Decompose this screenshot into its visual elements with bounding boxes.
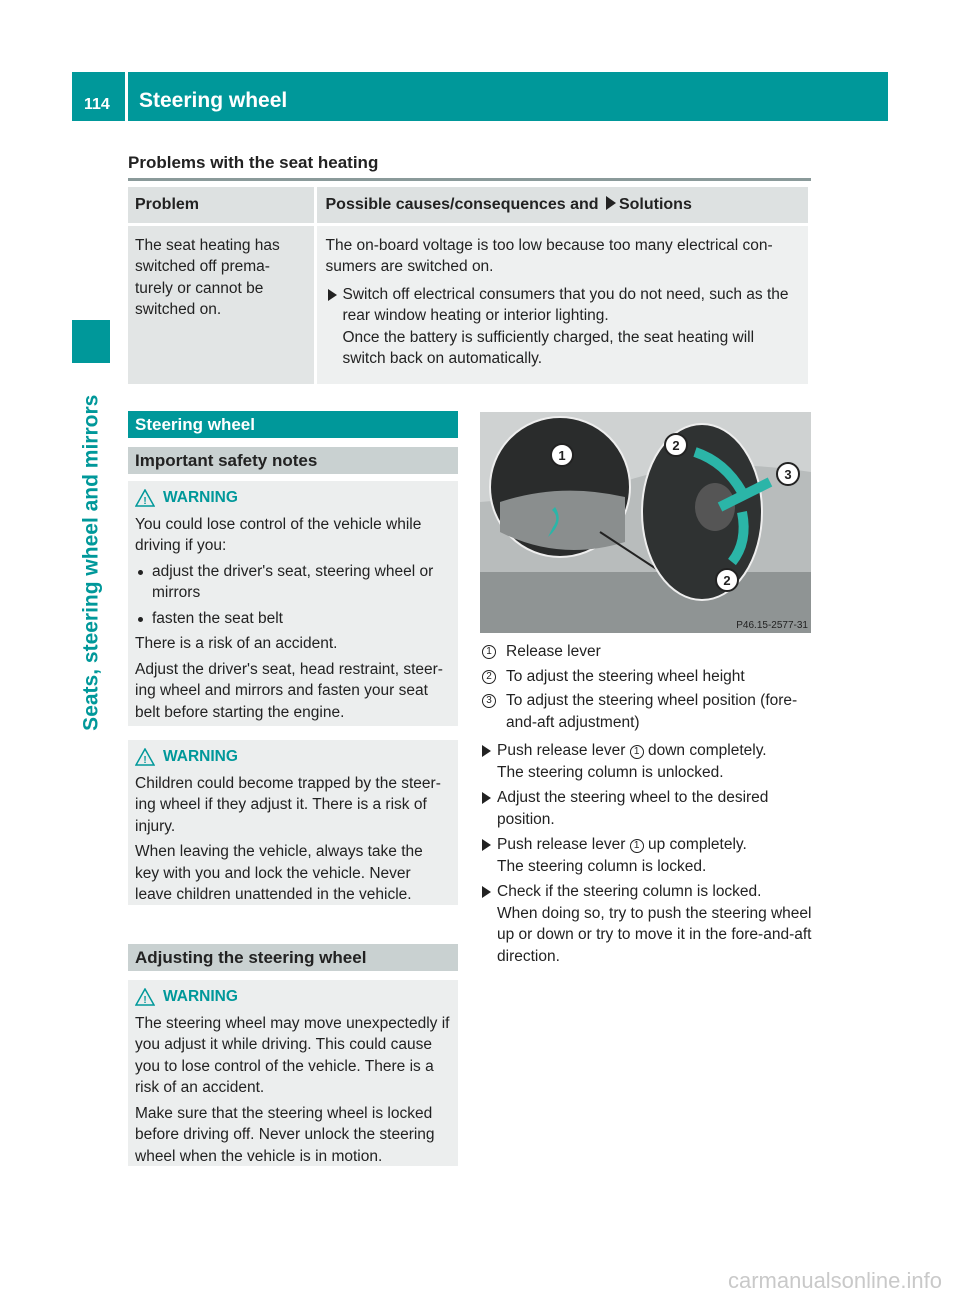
step-text: Adjust the steering wheel to the desired position. [497,789,769,828]
problems-table [128,187,811,384]
step-result: The steering column is locked. [497,857,707,875]
side-tab-marker [72,320,110,363]
steering-wheel-figure [480,412,811,633]
warning-box-3 [128,980,458,1166]
warning-icon [135,988,155,1006]
solution-cell [315,224,810,384]
warning-text: Children could become trapped by the steer-ing wheel if they adjust it. There is a risk of injury. [135,774,441,835]
number-icon: 1 [630,839,644,853]
side-tab-label: Seats, steering wheel and mirrors [79,394,103,731]
warning-label: WARNING [163,988,238,1005]
legend-text: Release lever [506,643,601,660]
col-causes [315,187,810,224]
warning-action: Adjust the driver's seat, head restraint, steer-ing wheel and mirrors and fasten your seat belt before starting the engine. [135,660,443,721]
callout-2-label: 2 [672,438,680,453]
solution-step [326,284,802,370]
svg-text:!: ! [143,754,147,766]
chapter-title: Steering wheel [128,72,888,121]
step [480,834,815,877]
col-causes-label: Possible causes/consequences and [325,196,599,213]
warning-action: When leaving the vehicle, always take the key with you and lock the vehicle. Never leave children unattended in the vehicle. [135,843,423,903]
warning-action: Make sure that the steering wheel is locked before driving off. Never unlock the steering wheel when the vehicle is in motion. [135,1104,435,1165]
legend-item [480,690,815,733]
number-icon: 1 [482,645,496,659]
step [480,881,815,967]
page-number: 114 [72,72,125,121]
number-icon: 3 [482,694,496,708]
step-result: When doing so, try to push the steering wheel up or down or try to move it in the fore-and-aft direction. [497,904,812,965]
warning-box-1 [128,481,458,726]
arrow-icon [482,886,491,898]
arrow-icon [328,289,337,301]
section-heading: Steering wheel [128,411,458,438]
warning-icon [135,748,155,766]
number-icon: 2 [482,670,496,684]
adjust-steps [480,740,815,971]
solution-note: Once the battery is sufficiently charged, the seat heating will switch back on automatically. [342,328,755,367]
arrow-icon [606,196,616,210]
callout-2b-label: 2 [723,573,731,588]
warning-label: WARNING [163,489,238,506]
table-row [128,224,810,384]
legend-item [480,641,815,663]
watermark: carmanualsonline.info [727,1268,942,1293]
problem-cell: The seat heating has switched off prema-turely or cannot be switched on. [128,224,315,384]
figure-legend [480,641,815,736]
safety-heading: Important safety notes [128,447,458,474]
bullet-item: fasten the seat belt [135,608,451,630]
steering-illustration [480,412,811,633]
arrow-icon [482,745,491,757]
table-header-row [128,187,810,224]
step-text: down completely. [648,742,767,759]
col-problem: Problem [128,187,315,224]
legend-item [480,666,815,688]
legend-text: To adjust the steering wheel height [506,667,745,685]
legend-text: To adjust the steering wheel position (fore-and-aft adjustment) [506,692,798,731]
problems-title: Problems with the seat heating [128,152,811,181]
warning-box-2 [128,740,458,905]
warning-icon [135,489,155,507]
arrow-icon [482,792,491,804]
step-text: up completely. [648,836,747,853]
warning-text: The steering wheel may move unexpectedly if you adjust it while driving. This could cause you to lose control of the vehicle. There is a risk of an accident. [135,1014,450,1096]
callout-1-label: 1 [558,448,566,463]
col-solutions-label: Solutions [618,196,692,213]
step-text: Push release lever [497,836,626,853]
arrow-icon [482,839,491,851]
svg-text:!: ! [143,495,147,507]
bullet-item: adjust the driver's seat, steering wheel or mirrors [135,561,451,604]
step-text: Check if the steering column is locked. [497,883,762,900]
cause-text: The on-board voltage is too low because too many electrical con-sumers are switched on. [325,236,773,275]
step [480,787,815,830]
warning-risk: There is a risk of an accident. [135,635,338,652]
callout-3-label: 3 [784,467,792,482]
figure-code: P46.15-2577-31 [736,620,808,631]
adjust-heading: Adjusting the steering wheel [128,944,458,971]
svg-text:!: ! [143,994,147,1006]
step-text: Push release lever [497,742,626,759]
solution-text: Switch off electrical consumers that you do not need, such as the rear window heating or interior lighting. [342,285,789,324]
step-result: The steering column is unlocked. [497,763,724,781]
number-icon: 1 [630,745,644,759]
warning-label: WARNING [163,748,238,765]
side-tab [72,375,110,750]
step [480,740,815,783]
warning-text: You could lose control of the vehicle while driving if you: [135,515,422,554]
